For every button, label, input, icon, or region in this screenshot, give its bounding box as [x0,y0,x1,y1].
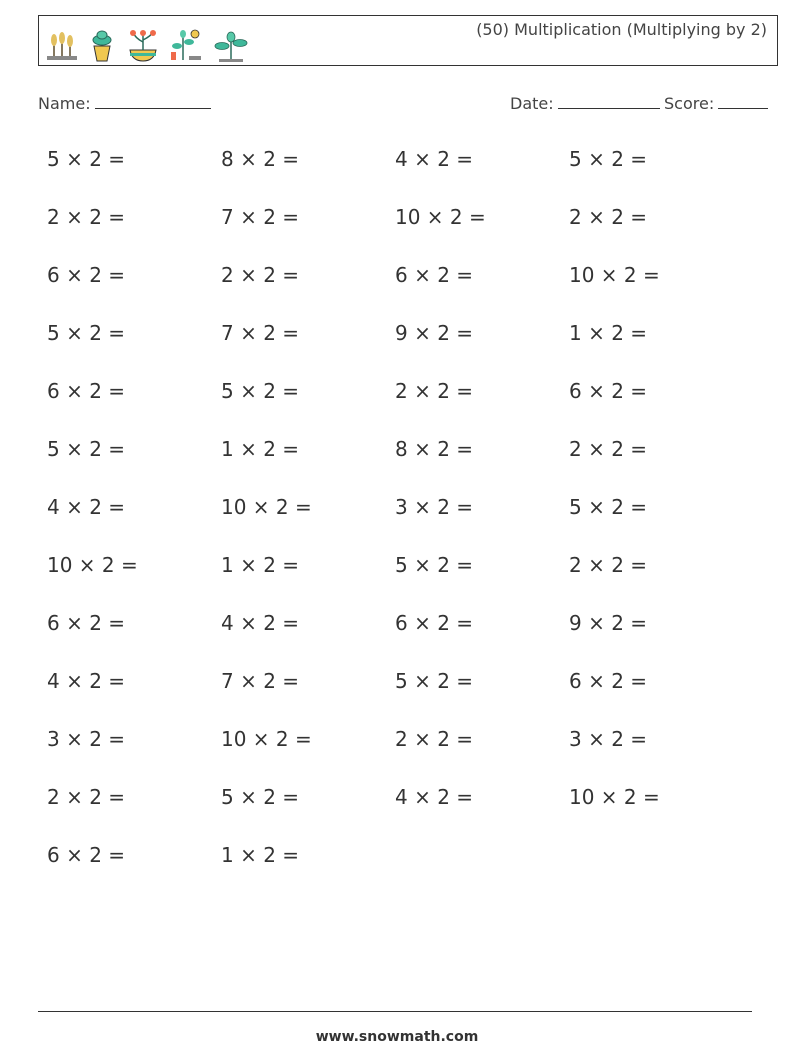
problem-item: 1 × 2 = [221,553,300,577]
problem-item: 8 × 2 = [395,437,474,461]
seedling-icon [211,28,251,62]
problem-item: 2 × 2 = [569,205,648,229]
problem-item: 6 × 2 = [569,379,648,403]
problem-item: 2 × 2 = [569,553,648,577]
problem-item: 1 × 2 = [221,437,300,461]
problem-item: 2 × 2 = [221,263,300,287]
problem-item: 4 × 2 = [47,669,126,693]
problem-item: 3 × 2 = [47,727,126,751]
date-label: Date: [510,94,554,113]
footer-divider [38,1011,752,1012]
problem-item: 4 × 2 = [395,147,474,171]
problem-item: 2 × 2 = [395,379,474,403]
header-icons [45,22,251,62]
problem-item: 2 × 2 = [47,205,126,229]
problem-item: 6 × 2 = [47,379,126,403]
problem-item: 7 × 2 = [221,321,300,345]
name-label: Name: [38,94,91,113]
problem-item: 10 × 2 = [221,495,312,519]
problem-item: 4 × 2 = [221,611,300,635]
worksheet-header [38,15,778,66]
sprouting-plant-icon [167,26,205,62]
problem-item: 9 × 2 = [395,321,474,345]
problem-grid [47,147,747,901]
score-label: Score: [664,94,715,113]
problem-item: 3 × 2 = [569,727,648,751]
potted-succulent-icon [85,28,119,62]
name-blank[interactable] [95,92,211,109]
problem-item: 6 × 2 = [47,263,126,287]
problem-item: 6 × 2 = [47,611,126,635]
problem-item: 5 × 2 = [395,669,474,693]
problem-item: 5 × 2 = [47,437,126,461]
problem-item: 5 × 2 = [47,147,126,171]
problem-item: 5 × 2 = [569,495,648,519]
problem-item: 2 × 2 = [395,727,474,751]
worksheet-title: (50) Multiplication (Multiplying by 2) [476,20,767,39]
problem-item: 10 × 2 = [395,205,486,229]
footer-site: www.snowmath.com [315,1029,479,1045]
problem-item: 5 × 2 = [395,553,474,577]
score-blank[interactable] [718,92,768,109]
problem-item: 6 × 2 = [47,843,126,867]
problem-item: 2 × 2 = [569,437,648,461]
date-field[interactable] [510,92,660,113]
problem-item: 1 × 2 = [221,843,300,867]
problem-item: 2 × 2 = [47,785,126,809]
problem-item: 9 × 2 = [569,611,648,635]
problem-item: 6 × 2 = [395,263,474,287]
wheat-icon [45,28,79,62]
problem-item: 10 × 2 = [221,727,312,751]
flower-pot-icon [125,28,161,62]
problem-item: 5 × 2 = [47,321,126,345]
date-blank[interactable] [558,92,660,109]
problem-item: 6 × 2 = [569,669,648,693]
problem-item: 10 × 2 = [569,263,660,287]
score-field[interactable] [664,92,768,113]
problem-item: 6 × 2 = [395,611,474,635]
problem-item: 5 × 2 = [569,147,648,171]
problem-item: 5 × 2 = [221,379,300,403]
problem-item: 7 × 2 = [221,669,300,693]
problem-item: 10 × 2 = [569,785,660,809]
problem-item: 8 × 2 = [221,147,300,171]
problem-item: 5 × 2 = [221,785,300,809]
problem-item: 4 × 2 = [395,785,474,809]
name-field[interactable] [38,92,211,113]
problem-item: 1 × 2 = [569,321,648,345]
problem-item: 4 × 2 = [47,495,126,519]
problem-item: 7 × 2 = [221,205,300,229]
problem-item: 10 × 2 = [47,553,138,577]
problem-item: 3 × 2 = [395,495,474,519]
